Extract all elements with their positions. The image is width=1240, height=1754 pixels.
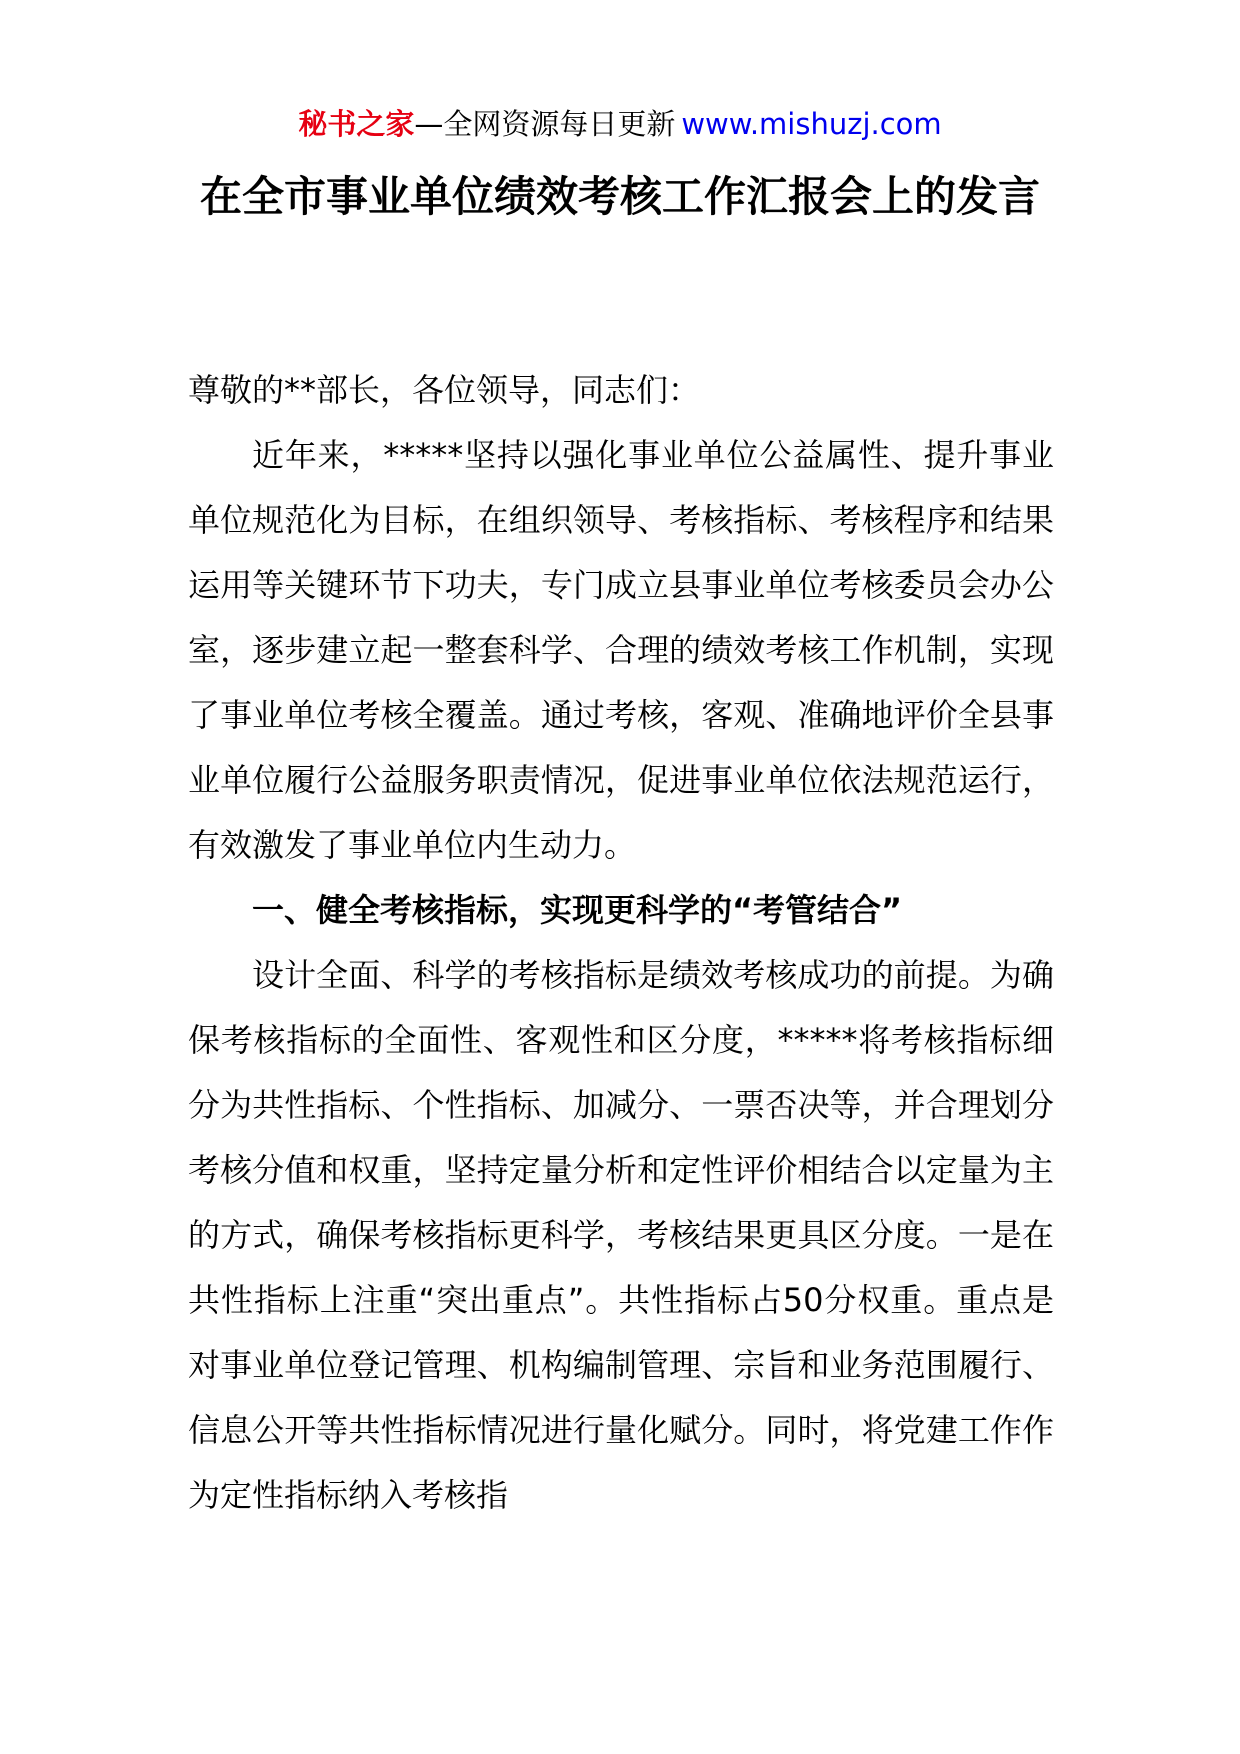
document-body	[188, 358, 1054, 1528]
salutation: 尊敬的**部长，各位领导，同志们：	[188, 371, 701, 409]
site-url-link[interactable]: www.mishuzj.com	[681, 107, 942, 141]
document-title: 在全市事业单位绩效考核工作汇报会上的发言	[199, 172, 1040, 221]
brand-name: 秘书之家	[298, 107, 415, 141]
site-header	[0, 104, 1240, 144]
section-paragraph: 设计全面、科学的考核指标是绩效考核成功的前提。为确保考核指标的全面性、客观性和区分度，*****将考核指标细分为共性指标、个性指标、加减分、一票否决等，并合理划分考核分值和权重，坚持定量分析和定性评价相结合以定量为主的方式，确保考核指标更科学，考核结果更具区分度。一是在共性指标上注重“突出重点”。共性指标占50分权重。重点是对事业单位登记管理、机构编制管理、宗旨和业务范围履行、信息公开等共性指标情况进行量化赋分。同时，将党建工作作为定性指标纳入考核指	[188, 956, 1054, 1514]
intro-paragraph: 近年来，*****坚持以强化事业单位公益属性、提升事业单位规范化为目标，在组织领导、考核指标、考核程序和结果运用等关键环节下功夫，专门成立县事业单位考核委员会办公室，逐步建立起一整套科学、合理的绩效考核工作机制，实现了事业单位考核全覆盖。通过考核，客观、准确地评价全县事业单位履行公益服务职责情况，促进事业单位依法规范运行，有效激发了事业单位内生动力。	[188, 436, 1054, 864]
site-tagline: —全网资源每日更新	[414, 107, 676, 141]
section-heading: 一、健全考核指标，实现更科学的“考管结合”	[252, 891, 903, 929]
